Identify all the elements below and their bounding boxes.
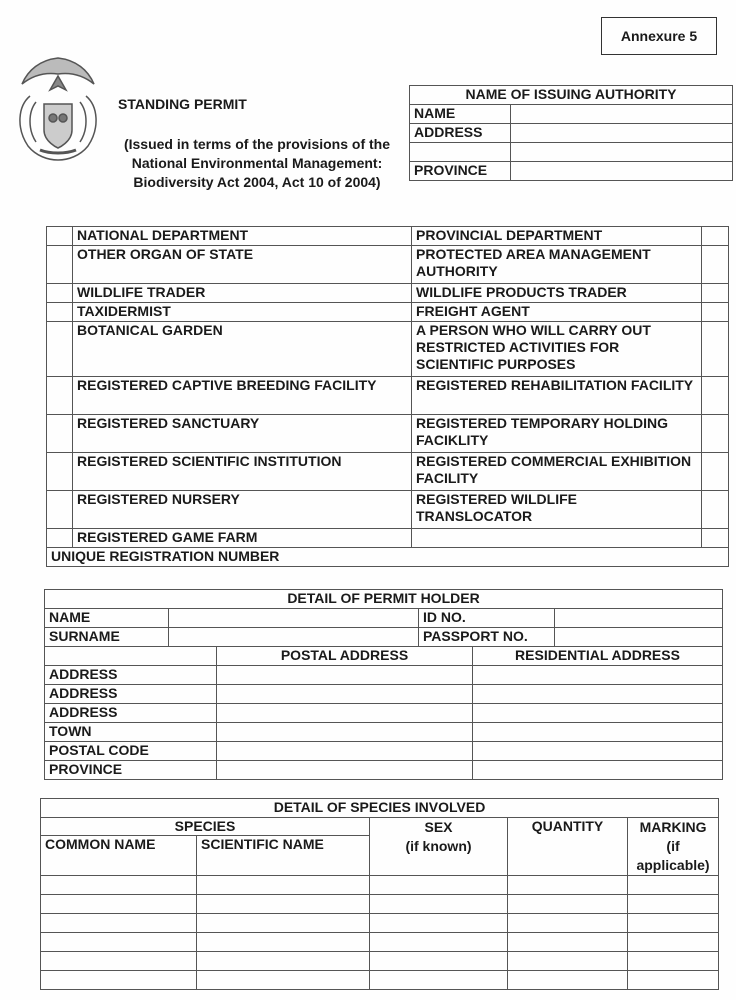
category-checkbox[interactable] (702, 227, 729, 246)
postal-field[interactable] (217, 704, 473, 723)
issuing-name-label: NAME (410, 105, 511, 124)
species-cell[interactable] (370, 914, 508, 933)
species-cell[interactable] (508, 952, 628, 971)
category-checkbox[interactable] (702, 491, 729, 529)
annexure-label: Annexure 5 (601, 17, 717, 55)
common-name-heading: COMMON NAME (41, 836, 197, 876)
issuing-authority-heading: NAME OF ISSUING AUTHORITY (410, 86, 733, 105)
species-cell[interactable] (197, 952, 370, 971)
species-cell[interactable] (197, 876, 370, 895)
holder-passport-label: PASSPORT NO. (419, 628, 555, 647)
category-checkbox[interactable] (47, 377, 73, 415)
species-cell[interactable] (628, 971, 719, 990)
category-label: BOTANICAL GARDEN (73, 322, 412, 377)
postal-address-heading: POSTAL ADDRESS (217, 647, 473, 666)
issuing-address-label: ADDRESS (410, 124, 511, 143)
category-checkbox[interactable] (47, 227, 73, 246)
postal-field[interactable] (217, 685, 473, 704)
species-cell[interactable] (197, 933, 370, 952)
quantity-heading: QUANTITY (508, 818, 628, 876)
category-checkbox[interactable] (47, 322, 73, 377)
category-checkbox[interactable] (702, 415, 729, 453)
issuing-address-field[interactable] (511, 124, 733, 143)
holder-row-label: ADDRESS (45, 685, 217, 704)
postal-field[interactable] (217, 666, 473, 685)
permit-subtitle: (Issued in terms of the provisions of the National Environmental Management: Biodiversity Act 2004, Act 10 of 2004) (123, 136, 391, 190)
category-checkbox[interactable] (47, 303, 73, 322)
species-cell[interactable] (370, 876, 508, 895)
species-cell[interactable] (41, 914, 197, 933)
issuing-province-field[interactable] (511, 162, 733, 181)
coat-of-arms-logo (10, 50, 106, 168)
category-label: OTHER ORGAN OF STATE (73, 246, 412, 284)
category-checkbox[interactable] (47, 415, 73, 453)
category-checkbox[interactable] (702, 246, 729, 284)
species-cell[interactable] (628, 876, 719, 895)
unique-registration-number[interactable]: UNIQUE REGISTRATION NUMBER (47, 548, 729, 567)
species-cell[interactable] (508, 971, 628, 990)
species-cell[interactable] (197, 895, 370, 914)
holder-passport-field[interactable] (555, 628, 723, 647)
category-checkbox[interactable] (47, 529, 73, 548)
category-checkbox[interactable] (47, 491, 73, 529)
species-cell[interactable] (197, 971, 370, 990)
species-cell[interactable] (197, 914, 370, 933)
category-label: NATIONAL DEPARTMENT (73, 227, 412, 246)
marking-note: (if (666, 838, 680, 854)
category-label: REGISTERED SCIENTIFIC INSTITUTION (73, 453, 412, 491)
category-label: REGISTERED GAME FARM (73, 529, 412, 548)
postal-field[interactable] (217, 742, 473, 761)
category-label: WILDLIFE PRODUCTS TRADER (412, 284, 702, 303)
category-checkbox[interactable] (702, 284, 729, 303)
species-cell[interactable] (628, 933, 719, 952)
category-checkbox[interactable] (47, 246, 73, 284)
category-label: REGISTERED CAPTIVE BREEDING FACILITY (73, 377, 412, 415)
species-table (40, 798, 719, 990)
category-label: PROTECTED AREA MANAGEMENT AUTHORITY (412, 246, 702, 284)
species-cell[interactable] (41, 876, 197, 895)
category-label: REGISTERED SANCTUARY (73, 415, 412, 453)
scientific-name-heading: SCIENTIFIC NAME (197, 836, 370, 876)
holder-row-label: POSTAL CODE (45, 742, 217, 761)
category-checkbox[interactable] (702, 322, 729, 377)
issuing-name-field[interactable] (511, 105, 733, 124)
species-cell[interactable] (370, 971, 508, 990)
category-label: REGISTERED REHABILITATION FACILITY (412, 377, 702, 415)
species-cell[interactable] (508, 895, 628, 914)
species-cell[interactable] (41, 971, 197, 990)
species-cell[interactable] (41, 952, 197, 971)
holder-surname-label: SURNAME (45, 628, 169, 647)
holder-surname-field[interactable] (169, 628, 419, 647)
issuing-address-field-2[interactable] (511, 143, 733, 162)
holder-id-field[interactable] (555, 609, 723, 628)
category-label: PROVINCIAL DEPARTMENT (412, 227, 702, 246)
permit-holder-table (44, 589, 723, 780)
category-label: A PERSON WHO WILL CARRY OUT RESTRICTED ACTIVITIES FOR SCIENTIFIC PURPOSES (412, 322, 702, 377)
postal-field[interactable] (217, 723, 473, 742)
residential-address-heading: RESIDENTIAL ADDRESS (473, 647, 723, 666)
species-cell[interactable] (628, 914, 719, 933)
holder-row-label: ADDRESS (45, 666, 217, 685)
category-checkbox[interactable] (702, 453, 729, 491)
category-label: WILDLIFE TRADER (73, 284, 412, 303)
category-label: TAXIDERMIST (73, 303, 412, 322)
sex-heading: SEX (424, 819, 453, 835)
holder-row-label: PROVINCE (45, 761, 217, 780)
category-label: REGISTERED COMMERCIAL EXHIBITION FACILITY (412, 453, 702, 491)
holder-name-label: NAME (45, 609, 169, 628)
species-cell[interactable] (508, 876, 628, 895)
category-label (412, 529, 702, 548)
category-label: FREIGHT AGENT (412, 303, 702, 322)
species-cell[interactable] (41, 895, 197, 914)
issuing-address-label-2 (410, 143, 511, 162)
holder-name-field[interactable] (169, 609, 419, 628)
category-checkbox[interactable] (47, 284, 73, 303)
issuing-province-label: PROVINCE (410, 162, 511, 181)
species-cell[interactable] (370, 952, 508, 971)
species-cell[interactable] (508, 914, 628, 933)
species-cell[interactable] (370, 933, 508, 952)
holder-row-label: TOWN (45, 723, 217, 742)
holder-row-label: ADDRESS (45, 704, 217, 723)
species-cell[interactable] (41, 933, 197, 952)
species-heading: DETAIL OF SPECIES INVOLVED (41, 799, 719, 818)
category-checkbox[interactable] (702, 529, 729, 548)
species-cell[interactable] (370, 895, 508, 914)
marking-heading: MARKING (639, 819, 707, 835)
sex-note: (if known) (405, 838, 472, 854)
species-cell[interactable] (628, 895, 719, 914)
permit-holder-heading: DETAIL OF PERMIT HOLDER (45, 590, 723, 609)
residential-field[interactable] (473, 742, 723, 761)
species-group-heading: SPECIES (41, 818, 370, 836)
category-table (46, 226, 729, 567)
category-label: REGISTERED NURSERY (73, 491, 412, 529)
category-label: REGISTERED TEMPORARY HOLDING FACIKLITY (412, 415, 702, 453)
issuing-authority-table (409, 85, 733, 181)
species-cell[interactable] (508, 933, 628, 952)
residential-field[interactable] (473, 666, 723, 685)
postal-field[interactable] (217, 761, 473, 780)
category-checkbox[interactable] (47, 453, 73, 491)
species-cell[interactable] (628, 952, 719, 971)
residential-field[interactable] (473, 704, 723, 723)
residential-field[interactable] (473, 685, 723, 704)
category-label: REGISTERED WILDLIFE TRANSLOCATOR (412, 491, 702, 529)
holder-id-label: ID NO. (419, 609, 555, 628)
marking-note: applicable) (636, 857, 710, 873)
category-checkbox[interactable] (702, 377, 729, 415)
permit-title: STANDING PERMIT (118, 96, 247, 112)
residential-field[interactable] (473, 761, 723, 780)
category-checkbox[interactable] (702, 303, 729, 322)
residential-field[interactable] (473, 723, 723, 742)
